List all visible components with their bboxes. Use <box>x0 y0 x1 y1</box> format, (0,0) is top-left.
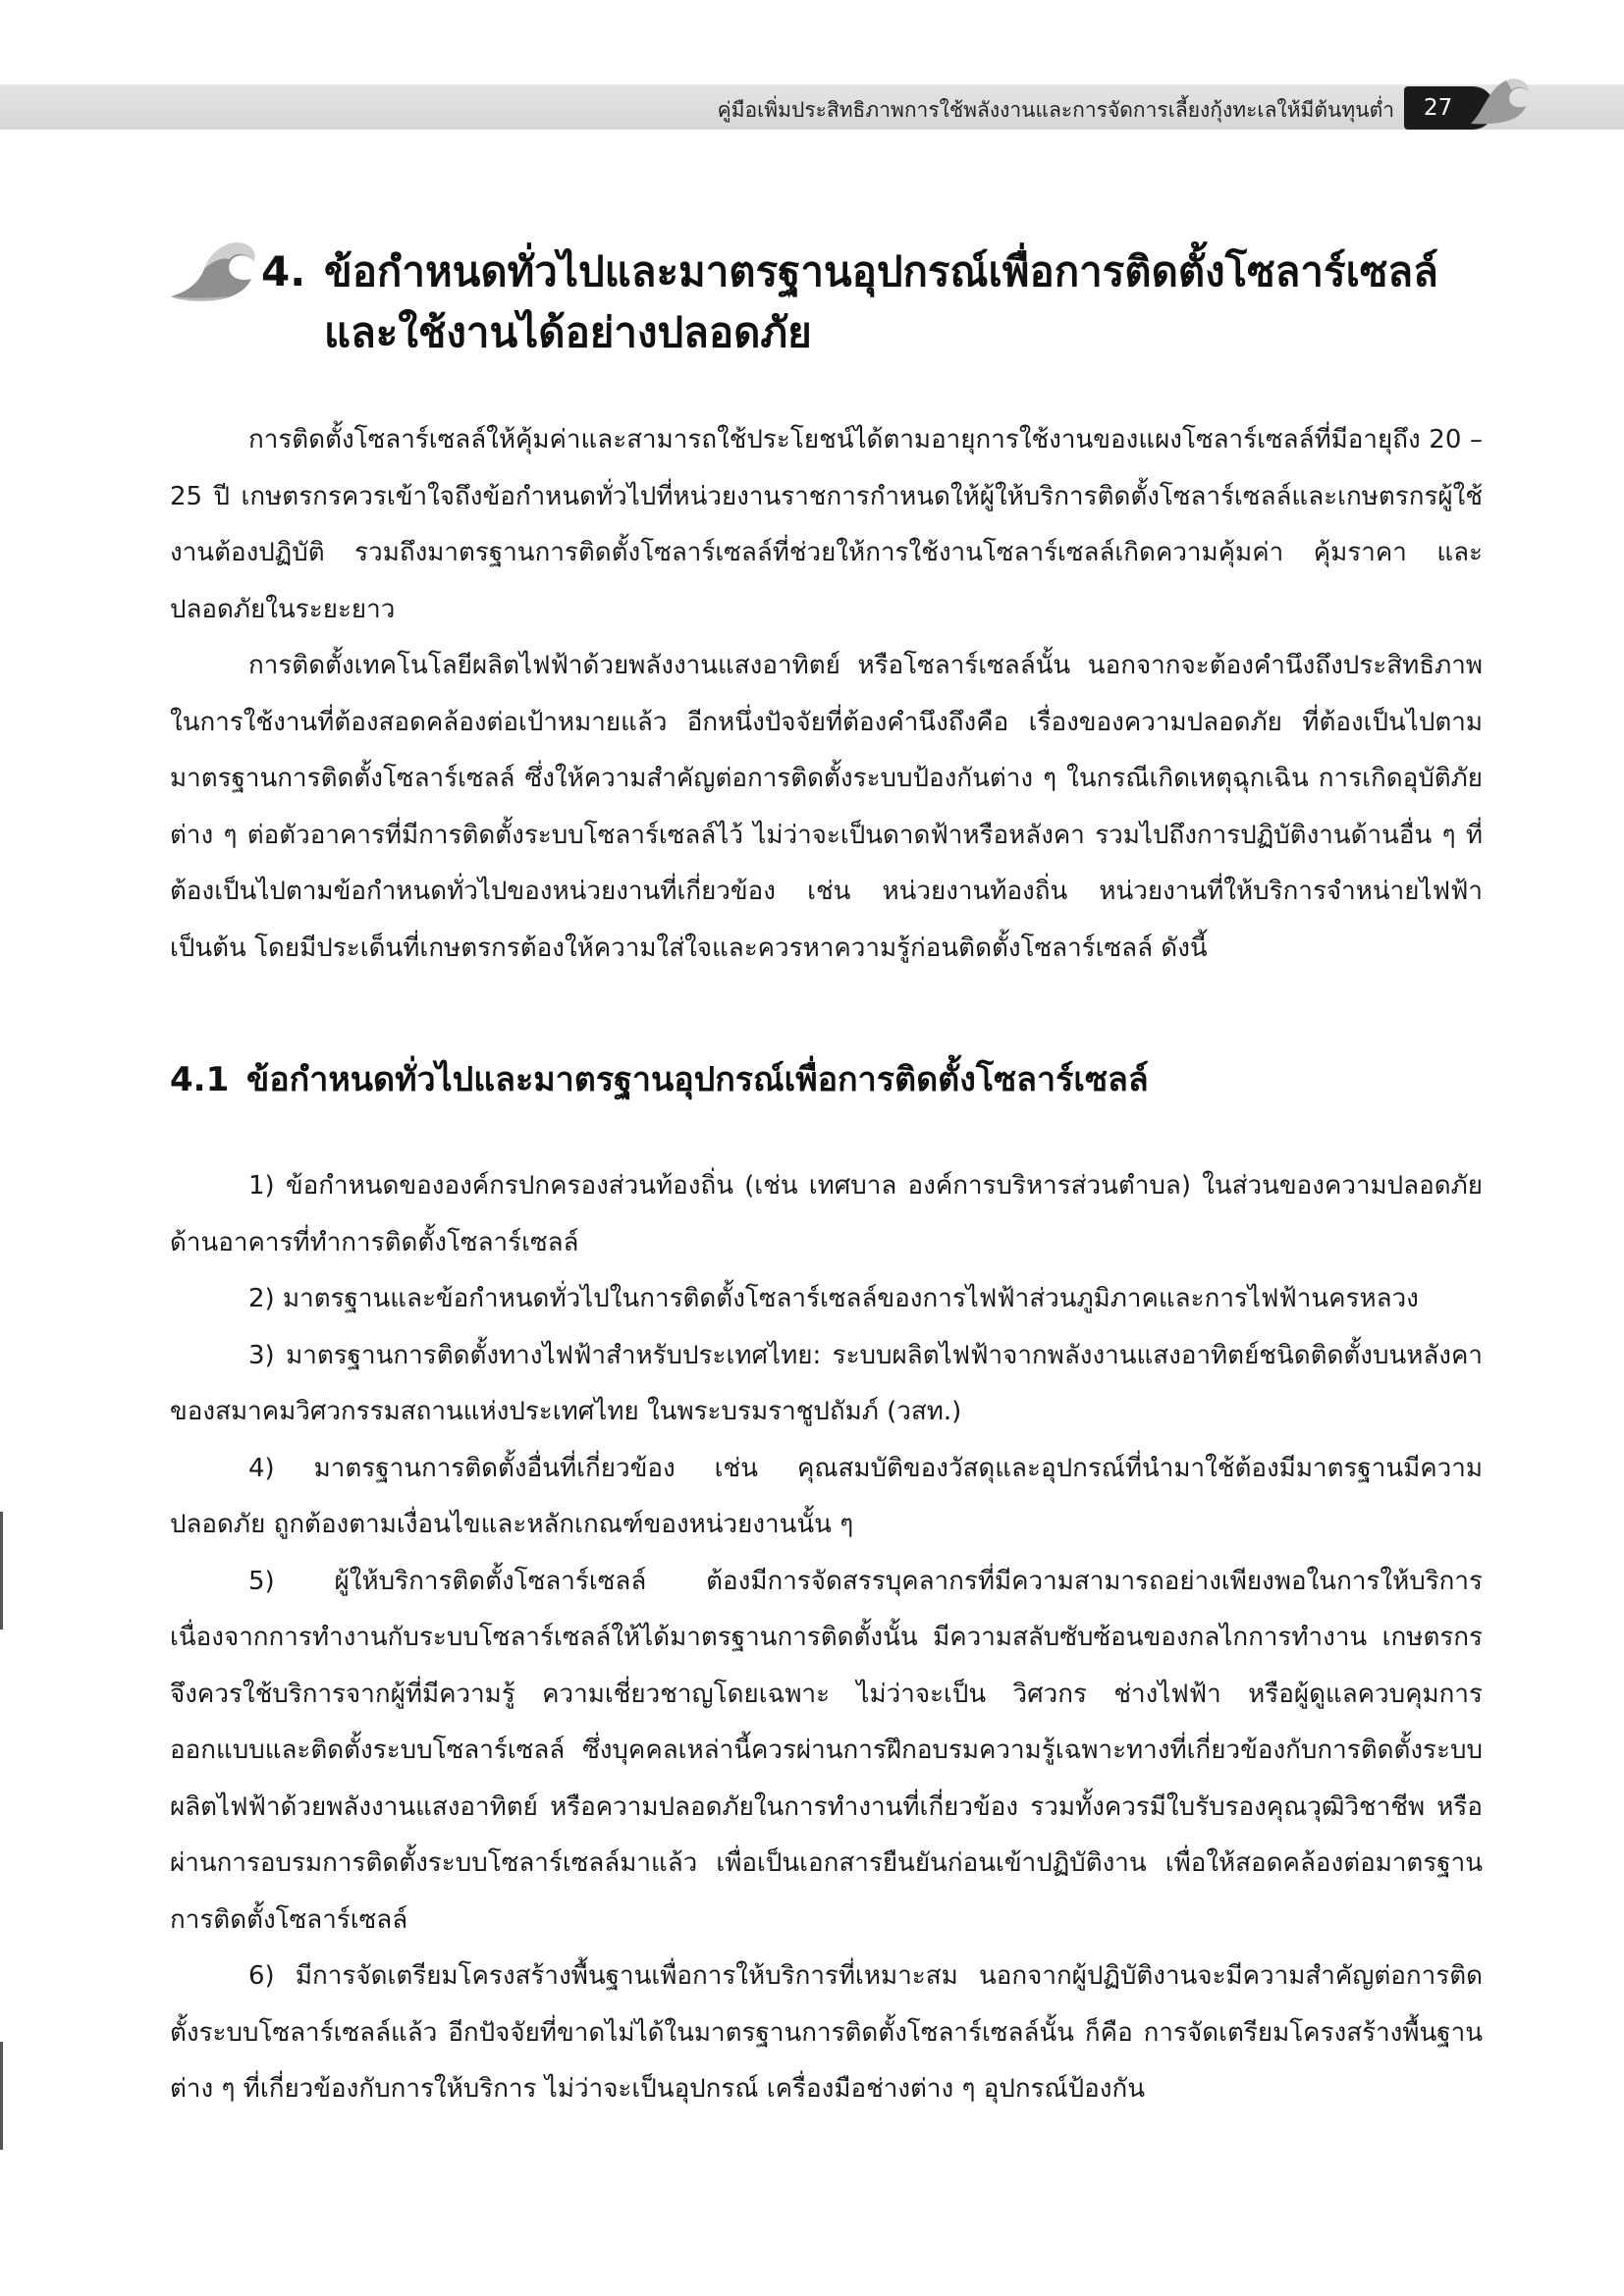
list-item: 4) มาตรฐานการติดตั้งอื่นที่เกี่ยวข้อง เช่น คุณสมบัติของวัสดุและอุปกรณ์ที่นำมาใช้ต้องมีมาตรฐานมีความปลอดภัย ถูกต้องตามเงื่อนไขและหลักเกณฑ์ของหน่วยงานนั้น ๆ <box>170 1453 1483 1539</box>
page-number: 27 <box>1404 86 1494 130</box>
requirements-list <box>170 1158 1483 2118</box>
paragraph: การติดตั้งเทคโนโลยีผลิตไฟฟ้าด้วยพลังงานแสงอาทิตย์ หรือโซลาร์เซลล์นั้น นอกจากจะต้องคำนึงถึงประสิทธิภาพในการใช้งานที่ต้องสอดคล้องต่อเป้าหมายแล้ว อีกหนึ่งปัจจัยที่ต้องคำนึงถึงคือ เรื่องของความปลอดภัย ที่ต้องเป็นไปตามมาตรฐานการติดตั้งโซลาร์เซลล์ ซึ่งให้ความสำคัญต่อการติดตั้งระบบป้องกันต่าง ๆ ในกรณีเกิดเหตุฉุกเฉิน การเกิดอุบัติภัยต่าง ๆ ต่อตัวอาคารที่มีการติดตั้งระบบโซลาร์เซลล์ไว้ ไม่ว่าจะเป็นดาดฟ้าหรือหลังคา รวมไปถึงการปฏิบัติงานด้านอื่น ๆ ที่ต้องเป็นไปตามข้อกำหนดทั่วไปของหน่วยงานที่เกี่ยวข้อง เช่น หน่วยงานท้องถิ่น หน่วยงานที่ให้บริการจำหน่ายไฟฟ้า เป็นต้น โดยมีประเด็นที่เกษตรกรต้องให้ความใส่ใจและควรหาความรู้ก่อนติดตั้งโซลาร์เซลล์ ดังนี้ <box>170 651 1483 963</box>
wave-icon <box>1467 71 1536 130</box>
section-title-line1: ข้อกำหนดทั่วไปและมาตรฐานอุปกรณ์เพื่อการติดตั้งโซลาร์เซลล์ <box>324 247 1438 295</box>
list-item: 1) ข้อกำหนดขององค์กรปกครองส่วนท้องถิ่น (เช่น เทศบาล องค์การบริหารส่วนตำบล) ในส่วนของความปลอดภัยด้านอาคารที่ทำการติดตั้งโซลาร์เซลล์ <box>170 1171 1483 1257</box>
intro-text <box>170 412 1483 977</box>
list-item: 3) มาตรฐานการติดตั้งทางไฟฟ้าสำหรับประเทศไทย: ระบบผลิตไฟฟ้าจากพลังงานแสงอาทิตย์ชนิดติดตั้งบนหลังคา ของสมาคมวิศวกรรมสถานแห่งประเทศไทย ในพระบรมราชูปถัมภ์ (วสท.) <box>170 1340 1483 1426</box>
subsection-title: ข้อกำหนดทั่วไปและมาตรฐานอุปกรณ์เพื่อการติดตั้งโซลาร์เซลล์ <box>246 1060 1149 1099</box>
scan-edge-mark <box>0 2042 3 2150</box>
subsection-heading <box>170 1052 1149 1105</box>
paragraph: การติดตั้งโซลาร์เซลล์ให้คุ้มค่าและสามารถใช้ประโยชน์ได้ตามอายุการใช้งานของแผงโซลาร์เซลล์ที่มีอายุถึง 20 – 25 ปี เกษตรกรควรเข้าใจถึงข้อกำหนดทั่วไปที่หน่วยงานราชการกำหนดให้ผู้ให้บริการติดตั้งโซลาร์เซลล์และเกษตรกรผู้ใช้งานต้องปฏิบัติ รวมถึงมาตรฐานการติดตั้งโซลาร์เซลล์ที่ช่วยให้การใช้งานโซลาร์เซลล์เกิดความคุ้มค่า คุ้มราคา และปลอดภัยในระยะยาว <box>170 425 1483 624</box>
list-item: 5) ผู้ให้บริการติดตั้งโซลาร์เซลล์ ต้องมีการจัดสรรบุคลากรที่มีความสามารถอย่างเพียงพอในการให้บริการ เนื่องจากการทำงานกับระบบโซลาร์เซลล์ให้ได้มาตรฐานการติดตั้งนั้น มีความสลับซับซ้อนของกลไกการทำงาน เกษตรกรจึงควรใช้บริการจากผู้ที่มีความรู้ ความเชี่ยวชาญโดยเฉพาะ ไม่ว่าจะเป็น วิศวกร ช่างไฟฟ้า หรือผู้ดูแลควบคุมการออกแบบและติดตั้งระบบโซลาร์เซลล์ ซึ่งบุคคลเหล่านี้ควรผ่านการฝึกอบรมความรู้เฉพาะทางที่เกี่ยวข้องกับการติดตั้งระบบผลิตไฟฟ้าด้วยพลังงานแสงอาทิตย์ หรือความปลอดภัยในการทำงานที่เกี่ยวข้อง รวมทั้งควรมีใบรับรองคุณวุฒิวิชาชีพ หรือผ่านการอบรมการติดตั้งระบบโซลาร์เซลล์มาแล้ว เพื่อเป็นเอกสารยืนยันก่อนเข้าปฏิบัติงาน เพื่อให้สอดคล้องต่อมาตรฐานการติดตั้งโซลาร์เซลล์ <box>170 1566 1483 1935</box>
list-item: 2) มาตรฐานและข้อกำหนดทั่วไปในการติดตั้งโซลาร์เซลล์ของการไฟฟ้าส่วนภูมิภาคและการไฟฟ้านครหลวง <box>248 1284 1419 1313</box>
scan-edge-mark <box>0 1512 3 1629</box>
list-item: 6) มีการจัดเตรียมโครงสร้างพื้นฐานเพื่อการให้บริการที่เหมาะสม นอกจากผู้ปฏิบัติงานจะมีความสำคัญต่อการติดตั้งระบบโซลาร์เซลล์แล้ว อีกปัจจัยที่ขาดไม่ได้ในมาตรฐานการติดตั้งโซลาร์เซลล์นั้น ก็คือ การจัดเตรียมโครงสร้างพื้นฐานต่าง ๆ ที่เกี่ยวข้องกับการให้บริการ ไม่ว่าจะเป็นอุปกรณ์ เครื่องมือช่างต่าง ๆ อุปกรณ์ป้องกัน <box>170 1961 1483 2104</box>
subsection-number: 4.1 <box>170 1060 230 1099</box>
section-number: 4. <box>261 247 306 295</box>
running-header-title: คู่มือเพิ่มประสิทธิภาพการใช้พลังงานและการจัดการเลี้ยงกุ้งทะเลให้มีต้นทุนต่ำ <box>717 98 1394 122</box>
wave-icon <box>169 234 259 304</box>
section-title-line2: และใช้งานได้อย่างปลอดภัย <box>324 308 812 356</box>
section-title <box>261 241 1438 363</box>
